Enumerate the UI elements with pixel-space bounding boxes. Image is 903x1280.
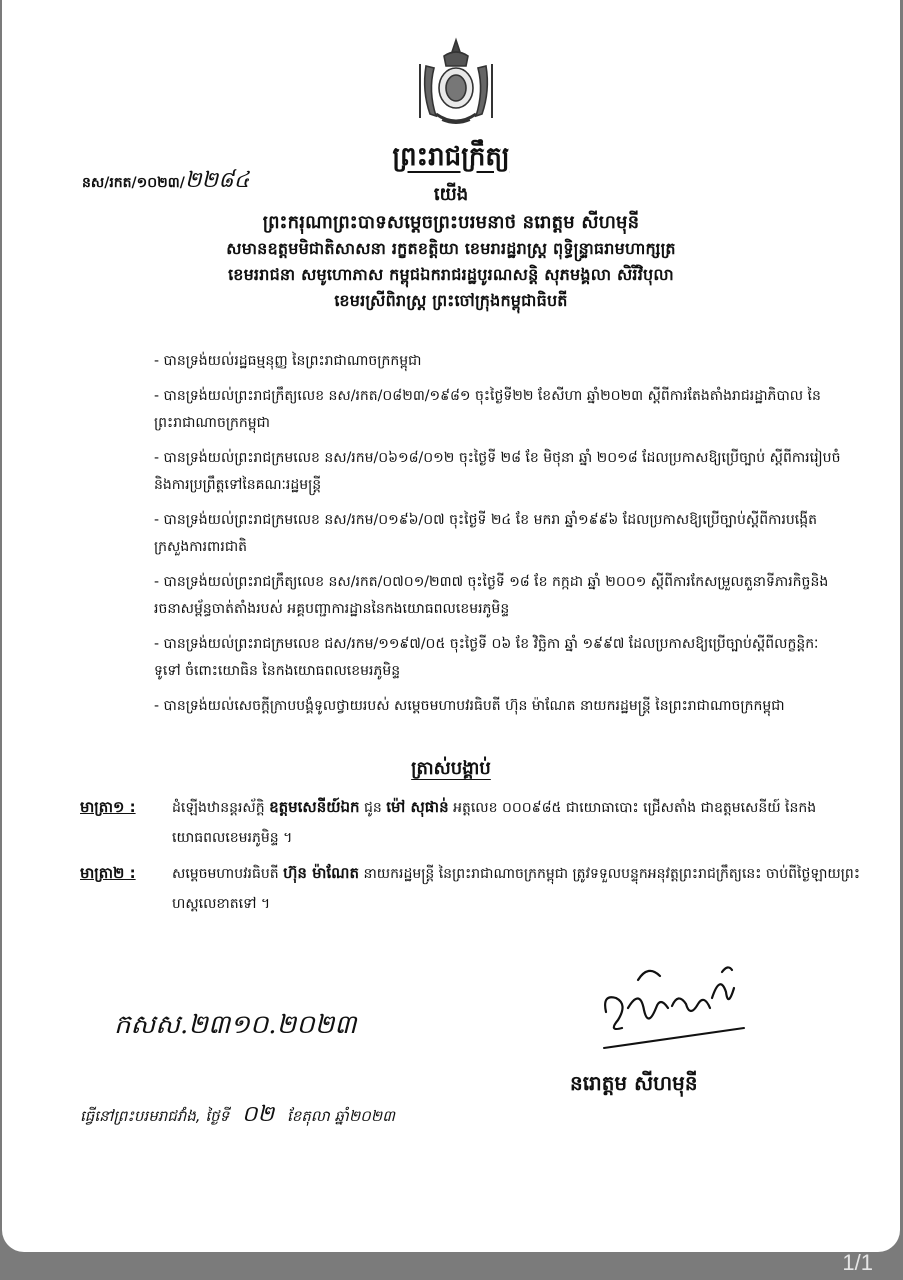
article-text: ដំឡើងឋានន្តរស័ក្តិ: [172, 800, 265, 816]
article-text: ជូន: [364, 800, 382, 816]
article-text: សម្តេចមហាបវរធិបតី: [172, 866, 279, 882]
place-day: ០២: [241, 1102, 275, 1127]
king-titles: [2, 210, 900, 314]
place-and-date: [80, 1100, 395, 1132]
royal-signature: [594, 958, 754, 1058]
decree-title: ព្រះរាជក្រឹត្យ: [392, 142, 510, 172]
article-1: [80, 792, 860, 853]
article-person-name: ហ៊ុន ម៉ាណែត: [283, 864, 359, 882]
recital-item: - បានទ្រង់យល់រដ្ឋធម្មនុញ្ញ នៃព្រះរាជាណាចក្រកម្ពុជា: [154, 353, 422, 369]
king-title-line: សមានឧត្តមមិជាតិសាសនា រក្ខតខត្តិយា ខេមរារដ្ឋរាស្ត្រ ពុទ្ធិន្ទ្រាធរាមហាក្សត្រ: [226, 239, 676, 258]
article-text: នាយករដ្ឋមន្ត្រី នៃព្រះរាជាណាចក្រកម្ពុជា ត្រូវទទួលបន្ទុកអនុវត្តព្រះរាជក្រឹត្យនេះ ចាប់ពីថ្ងៃឡាយព្រះហស្តលេខាតទៅ ។: [172, 866, 860, 912]
recital-item: - បានទ្រង់យល់ព្រះរាជក្រមលេខ ជស/រកម/១១៩៧/០៥ ចុះថ្ងៃទី ០៦ ខែ វិច្ឆិកា ឆ្នាំ ១៩៩៧ ដែលប្រកាសឱ្យប្រើច្បាប់ស្តីពីលក្ខន្តិកៈទូទៅ ចំពោះយោធិន នៃកងយោធពលខេមរភូមិន្ទ: [154, 636, 819, 679]
place-prefix: ធ្វើនៅព្រះបរមរាជវាំង, ថ្ងៃទី: [80, 1107, 230, 1125]
reference-prefix: នស/រកត/១០២៣/: [82, 175, 185, 191]
recital-item: - បានទ្រង់យល់សេចក្តីក្រាបបង្គំទូលថ្វាយរបស់ សម្តេចមហាបវរធិបតី ហ៊ុន ម៉ាណែត នាយករដ្ឋមន្ត្រី នៃព្រះរាជាណាចក្រកម្ពុជា: [154, 698, 785, 714]
article-person-name: ម៉ៅ សុផាន់: [386, 798, 449, 816]
king-title-line: ខេមររាជនា សមូហោភាស កម្ពុជឯករាជរដ្ឋបូរណសន្តិ សុភមង្គលា សិរីវិបុលា: [228, 265, 674, 284]
reference-number: ២២៨៤: [184, 168, 250, 193]
article-rank: ឧត្តមសេនីយ៍ឯក: [269, 798, 360, 816]
king-title-line: ព្រះករុណាព្រះបាទសម្តេចព្រះបរមនាថ នរោត្តម សីហមុនី: [262, 212, 640, 233]
article-2: [80, 858, 860, 919]
handwritten-dating: កសស.២៣១០.២០២៣: [114, 1010, 357, 1040]
document-page: [2, 0, 900, 1252]
article-text: អត្តលេខ ០០០៩៨៥ ជាយោធាបោះ ជ្រើសតាំង ជាឧត្តមសេនីយ៍ នៃកងយោធពលខេមរភូមិន្ទ ។: [172, 800, 817, 846]
recital-item: - បានទ្រង់យល់ព្រះរាជក្រមលេខ នស/រកម/០១៩៦/០៧ ចុះថ្ងៃទី ២៤ ខែ មករា ឆ្នាំ១៩៩៦ ដែលប្រកាសឱ្យប្រើច្បាប់ស្តីពីការបង្កើត ក្រសួងការពារជាតិ: [154, 512, 817, 555]
article-body: [172, 792, 860, 853]
place-suffix: ខែតុលា ឆ្នាំ២០២៣: [286, 1107, 395, 1125]
signer-name: នរោត្តម សីហមុនី: [570, 1071, 698, 1095]
recital-item: - បានទ្រង់យល់ព្រះរាជក្រឹត្យលេខ នស/រកត/០៧០១/២៣៧ ចុះថ្ងៃទី ១៨ ខែ កក្កដា ឆ្នាំ ២០០១ ស្តីពីការកែសម្រួលតួនាទីភារកិច្ចនិងរចនាសម្ព័ន្ធចាត់តាំងរបស់ អគ្គបញ្ជាការដ្ឋាននៃកងយោធពលខេមរភូមិន្ទ: [154, 574, 829, 617]
royal-seal-icon: [414, 36, 498, 128]
order-heading: ត្រាស់បង្គាប់: [411, 758, 491, 779]
we-heading: យើង: [433, 184, 469, 205]
recitals-list: [154, 348, 844, 728]
article-label: មាត្រា២ :: [80, 864, 136, 882]
article-body: [172, 858, 860, 919]
king-title-line: ខេមរស្រីពិរាស្ត្រ ព្រះចៅក្រុងកម្ពុជាធិបតី: [334, 291, 568, 310]
article-label: មាត្រា១ :: [80, 798, 136, 816]
page-counter: 1/1: [842, 1250, 873, 1275]
recital-item: - បានទ្រង់យល់ព្រះរាជក្រមលេខ នស/រកម/០៦១៨/០១២ ចុះថ្ងៃទី ២៨ ខែ មិថុនា ឆ្នាំ ២០១៨ ដែលប្រកាសឱ្យប្រើច្បាប់ ស្តីពីការរៀបចំ និងការប្រព្រឹត្តទៅនៃគណៈរដ្ឋមន្ត្រី: [154, 450, 841, 493]
recital-item: - បានទ្រង់យល់ព្រះរាជក្រឹត្យលេខ នស/រកត/០៨២៣/១៩៨១ ចុះថ្ងៃទី២២ ខែសីហា ឆ្នាំ២០២៣ ស្តីពីការតែងតាំងរាជរដ្ឋាភិបាល នៃព្រះរាជាណាចក្រកម្ពុជា: [154, 388, 821, 431]
